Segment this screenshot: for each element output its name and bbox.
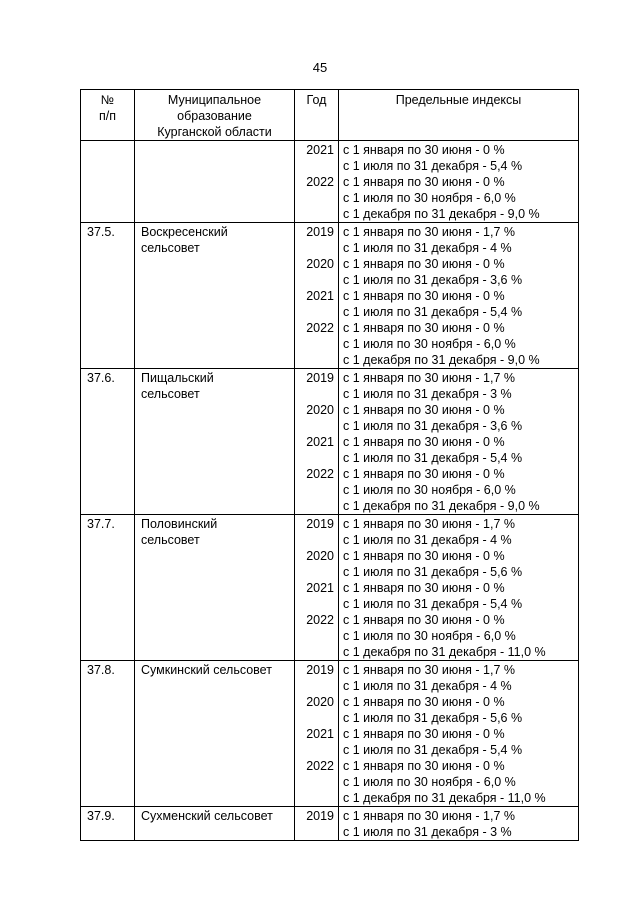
year-group xyxy=(295,370,338,402)
index-line: с 1 января по 30 июня - 0 % xyxy=(343,143,505,157)
index-line: с 1 июля по 31 декабря - 3,6 % xyxy=(343,273,523,287)
year-spacer xyxy=(295,564,338,580)
year-value: 2020 xyxy=(306,695,334,709)
year-value: 2021 xyxy=(306,435,334,449)
index-line: с 1 декабря по 31 декабря - 9,0 % xyxy=(343,499,540,513)
index-line: с 1 июля по 31 декабря - 4 % xyxy=(343,241,512,255)
year-value: 2020 xyxy=(306,257,334,271)
header-number xyxy=(81,90,135,141)
row-municipality xyxy=(135,807,295,841)
row-years xyxy=(295,369,339,515)
index-line: с 1 января по 30 июня - 0 % xyxy=(343,613,505,627)
header-number-line: № xyxy=(100,93,115,107)
index-line: с 1 июля по 30 ноября - 6,0 % xyxy=(343,629,516,643)
index-line: с 1 января по 30 июня - 0 % xyxy=(343,289,505,303)
municipality-name-line: Половинский xyxy=(141,517,218,531)
year-group xyxy=(295,612,338,660)
year-value: 2022 xyxy=(306,613,334,627)
header-year: Год xyxy=(295,90,339,141)
year-spacer xyxy=(295,240,338,256)
index-line: с 1 января по 30 июня - 0 % xyxy=(343,403,505,417)
index-line: с 1 января по 30 июня - 0 % xyxy=(343,581,505,595)
year-group xyxy=(295,516,338,548)
table-body xyxy=(81,141,579,841)
index-line: с 1 января по 30 июня - 0 % xyxy=(343,321,505,335)
index-line: с 1 июля по 31 декабря - 5,4 % xyxy=(343,159,523,173)
row-number: 37.5. xyxy=(81,223,135,369)
year-spacer xyxy=(295,498,338,514)
row-indexes xyxy=(339,807,579,841)
page-number: 45 xyxy=(312,60,328,75)
year-spacer xyxy=(295,304,338,320)
table-row xyxy=(81,369,579,515)
year-value: 2019 xyxy=(306,225,334,239)
year-value: 2019 xyxy=(306,663,334,677)
index-line: с 1 января по 30 июня - 0 % xyxy=(343,549,505,563)
row-municipality xyxy=(135,515,295,661)
year-group xyxy=(295,548,338,580)
index-line: с 1 декабря по 31 декабря - 11,0 % xyxy=(343,791,546,805)
year-spacer xyxy=(295,678,338,694)
row-indexes xyxy=(339,515,579,661)
year-spacer xyxy=(295,710,338,726)
table-row xyxy=(81,661,579,807)
year-value: 2022 xyxy=(306,321,334,335)
header-municipality-line: образование xyxy=(177,109,252,123)
year-value: 2019 xyxy=(306,371,334,385)
year-spacer xyxy=(295,336,338,352)
row-indexes xyxy=(339,223,579,369)
year-spacer xyxy=(295,596,338,612)
municipality-name-line: Воскресенский xyxy=(141,225,228,239)
row-years xyxy=(295,807,339,841)
index-line: с 1 января по 30 июня - 0 % xyxy=(343,257,505,271)
row-indexes xyxy=(339,661,579,807)
header-municipality-line: Муниципальное xyxy=(167,93,262,107)
row-indexes xyxy=(339,369,579,515)
tariff-index-table xyxy=(80,89,579,841)
index-line: с 1 декабря по 31 декабря - 9,0 % xyxy=(343,353,540,367)
municipality-name-line: сельсовет xyxy=(141,387,200,401)
index-line: с 1 января по 30 июня - 0 % xyxy=(343,175,505,189)
year-spacer xyxy=(295,774,338,790)
year-spacer xyxy=(295,352,338,368)
year-value: 2021 xyxy=(306,581,334,595)
municipality-name-line: Сумкинский сельсовет xyxy=(141,663,272,677)
municipality-name-line: Сухменский сельсовет xyxy=(141,809,273,823)
index-line: с 1 декабря по 31 декабря - 9,0 % xyxy=(343,207,540,221)
index-line: с 1 июля по 30 ноября - 6,0 % xyxy=(343,191,516,205)
index-line: с 1 июля по 31 декабря - 5,4 % xyxy=(343,305,523,319)
year-spacer xyxy=(295,824,338,840)
row-years xyxy=(295,223,339,369)
year-spacer xyxy=(295,742,338,758)
year-value: 2022 xyxy=(306,175,334,189)
year-value: 2021 xyxy=(306,143,334,157)
index-line: с 1 июля по 31 декабря - 3 % xyxy=(343,825,512,839)
row-indexes xyxy=(339,141,579,223)
year-value: 2020 xyxy=(306,403,334,417)
year-value: 2019 xyxy=(306,517,334,531)
header-number-line: п/п xyxy=(98,109,116,123)
year-spacer xyxy=(295,158,338,174)
year-group xyxy=(295,758,338,806)
index-line: с 1 июля по 31 декабря - 5,6 % xyxy=(343,565,523,579)
index-line: с 1 июля по 31 декабря - 3 % xyxy=(343,387,512,401)
year-group xyxy=(295,174,338,222)
municipality-name-line: сельсовет xyxy=(141,533,200,547)
index-line: с 1 июля по 30 ноября - 6,0 % xyxy=(343,775,516,789)
year-group xyxy=(295,726,338,758)
row-years xyxy=(295,141,339,223)
index-line: с 1 июля по 31 декабря - 4 % xyxy=(343,679,512,693)
year-spacer xyxy=(295,418,338,434)
index-line: с 1 января по 30 июня - 1,7 % xyxy=(343,225,515,239)
year-group xyxy=(295,694,338,726)
index-line: с 1 января по 30 июня - 1,7 % xyxy=(343,809,515,823)
year-spacer xyxy=(295,450,338,466)
year-spacer xyxy=(295,386,338,402)
year-group xyxy=(295,466,338,514)
index-line: с 1 января по 30 июня - 1,7 % xyxy=(343,371,515,385)
year-spacer xyxy=(295,272,338,288)
row-number: 37.8. xyxy=(81,661,135,807)
table-row xyxy=(81,515,579,661)
year-spacer xyxy=(295,532,338,548)
index-line: с 1 декабря по 31 декабря - 11,0 % xyxy=(343,645,546,659)
year-group xyxy=(295,288,338,320)
index-line: с 1 июля по 31 декабря - 5,6 % xyxy=(343,711,523,725)
index-line: с 1 января по 30 июня - 1,7 % xyxy=(343,517,515,531)
year-spacer xyxy=(295,190,338,206)
row-years xyxy=(295,661,339,807)
index-line: с 1 января по 30 июня - 0 % xyxy=(343,467,505,481)
year-value: 2021 xyxy=(306,289,334,303)
index-line: с 1 июля по 31 декабря - 5,4 % xyxy=(343,597,523,611)
year-group xyxy=(295,142,338,174)
index-line: с 1 января по 30 июня - 0 % xyxy=(343,435,505,449)
year-value: 2022 xyxy=(306,759,334,773)
year-group xyxy=(295,580,338,612)
header-municipality-line: Курганской области xyxy=(157,125,272,139)
row-years xyxy=(295,515,339,661)
year-spacer xyxy=(295,482,338,498)
index-line: с 1 июля по 31 декабря - 5,4 % xyxy=(343,451,523,465)
index-line: с 1 января по 30 июня - 0 % xyxy=(343,759,505,773)
year-value: 2021 xyxy=(306,727,334,741)
header-indexes: Предельные индексы xyxy=(339,90,579,141)
index-line: с 1 июля по 30 ноября - 6,0 % xyxy=(343,337,516,351)
row-municipality xyxy=(135,661,295,807)
row-municipality xyxy=(135,223,295,369)
table-row xyxy=(81,807,579,841)
index-line: с 1 июля по 31 декабря - 4 % xyxy=(343,533,512,547)
year-value: 2019 xyxy=(306,809,334,823)
index-line: с 1 июля по 31 декабря - 5,4 % xyxy=(343,743,523,757)
year-group xyxy=(295,434,338,466)
index-line: с 1 января по 30 июня - 1,7 % xyxy=(343,663,515,677)
table-header-row xyxy=(81,90,579,141)
year-spacer xyxy=(295,790,338,806)
index-line: с 1 июля по 30 ноября - 6,0 % xyxy=(343,483,516,497)
table-row xyxy=(81,223,579,369)
year-spacer xyxy=(295,628,338,644)
year-spacer xyxy=(295,206,338,222)
year-group xyxy=(295,224,338,256)
year-value: 2022 xyxy=(306,467,334,481)
table-row xyxy=(81,141,579,223)
index-line: с 1 января по 30 июня - 0 % xyxy=(343,727,505,741)
index-line: с 1 июля по 31 декабря - 3,6 % xyxy=(343,419,523,433)
row-number: 37.9. xyxy=(81,807,135,841)
municipality-name-line: сельсовет xyxy=(141,241,200,255)
row-number xyxy=(81,141,135,223)
year-group xyxy=(295,808,338,840)
year-group xyxy=(295,662,338,694)
year-value: 2020 xyxy=(306,549,334,563)
row-municipality xyxy=(135,141,295,223)
row-number: 37.7. xyxy=(81,515,135,661)
year-group xyxy=(295,402,338,434)
row-municipality xyxy=(135,369,295,515)
year-spacer xyxy=(295,644,338,660)
year-group xyxy=(295,256,338,288)
row-number: 37.6. xyxy=(81,369,135,515)
municipality-name-line: Пищальский xyxy=(141,371,214,385)
index-line: с 1 января по 30 июня - 0 % xyxy=(343,695,505,709)
header-municipality xyxy=(135,90,295,141)
year-group xyxy=(295,320,338,368)
